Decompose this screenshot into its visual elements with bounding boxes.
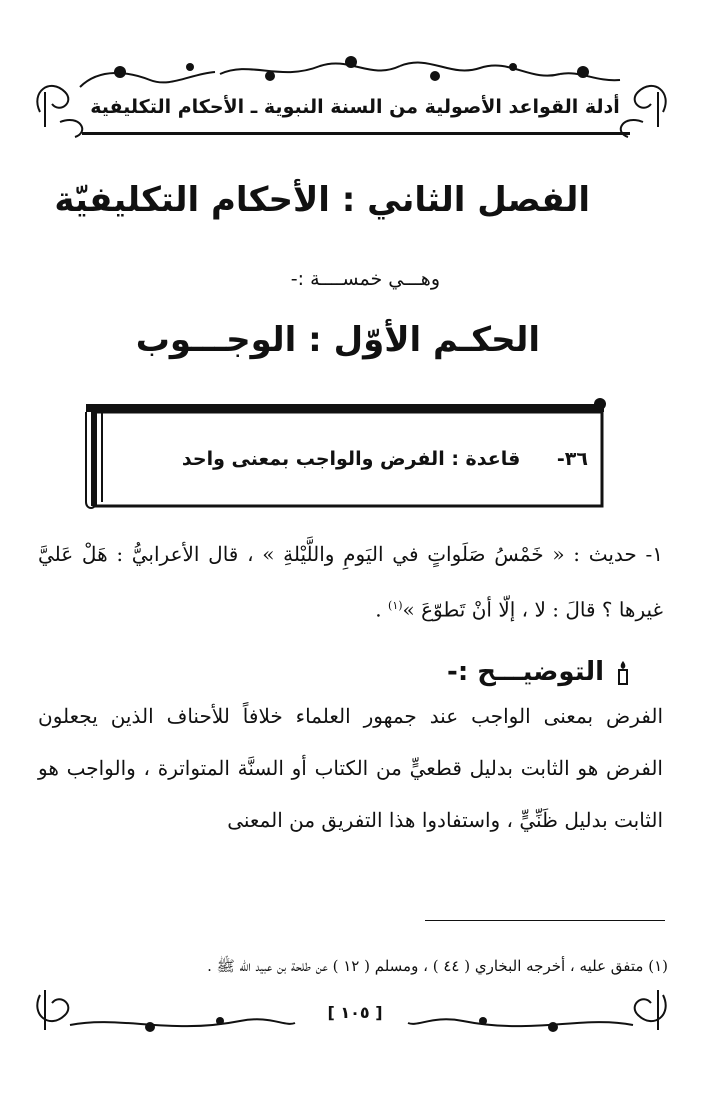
running-header: أدلة القواعد الأصولية من السنة النبوية ـ الأحكام التكليفية xyxy=(90,96,620,118)
candle-icon xyxy=(616,660,630,686)
chapter-title: الفصل الثاني : الأحكام التكليفيّة xyxy=(54,180,590,220)
section-title: الحكـم الأوّل : الوجـــوب xyxy=(135,320,540,360)
page-number: [ ١٠٥ ] xyxy=(327,1003,383,1022)
footnote-text: (١) متفق عليه ، أخرجه البخاري ( ٤٤ ) ، ومسلم ( ١٢ ) عن طلحة بن عبيد الله ﷺ . xyxy=(207,957,668,975)
explanation-heading-block xyxy=(380,657,630,687)
explanation-body: الفرض بمعنى الواجب عند جمهور العلماء خلافاً للأحناف الذين يجعلون الفرض هو الثابت بدليل قطعيٍّ من الكتاب أو السنَّة المتواترة ، والواجب هو الثابت بدليل ظَنِّيٍّ ، واستفادوا هذا التفريق من المعنى xyxy=(38,704,663,832)
footnote-divider xyxy=(425,920,665,921)
hadith-text: ١- حديث : « خَمْسُ صَلَواتٍ في اليَومِ واللَّيْلةِ » ، قال الأعرابيُّ : هَلْ عَليَّ غيرها ؟ قالَ : لا ، إلّا أنْ تَطوّعَ » xyxy=(38,542,663,622)
footnote-reference: (١) xyxy=(388,599,403,612)
rule-box-text xyxy=(110,448,588,470)
chapter-intro: وهـــي خمســــة :- xyxy=(290,268,440,290)
hadith-end: . xyxy=(375,597,389,622)
header-rule xyxy=(82,132,630,135)
hadith-paragraph xyxy=(38,528,663,636)
rule-number: ٣٦- xyxy=(556,448,588,470)
explanation-heading: التوضيـــح :- xyxy=(447,657,604,687)
rule-statement: قاعدة : الفرض والواجب بمعنى واحد xyxy=(181,448,521,470)
